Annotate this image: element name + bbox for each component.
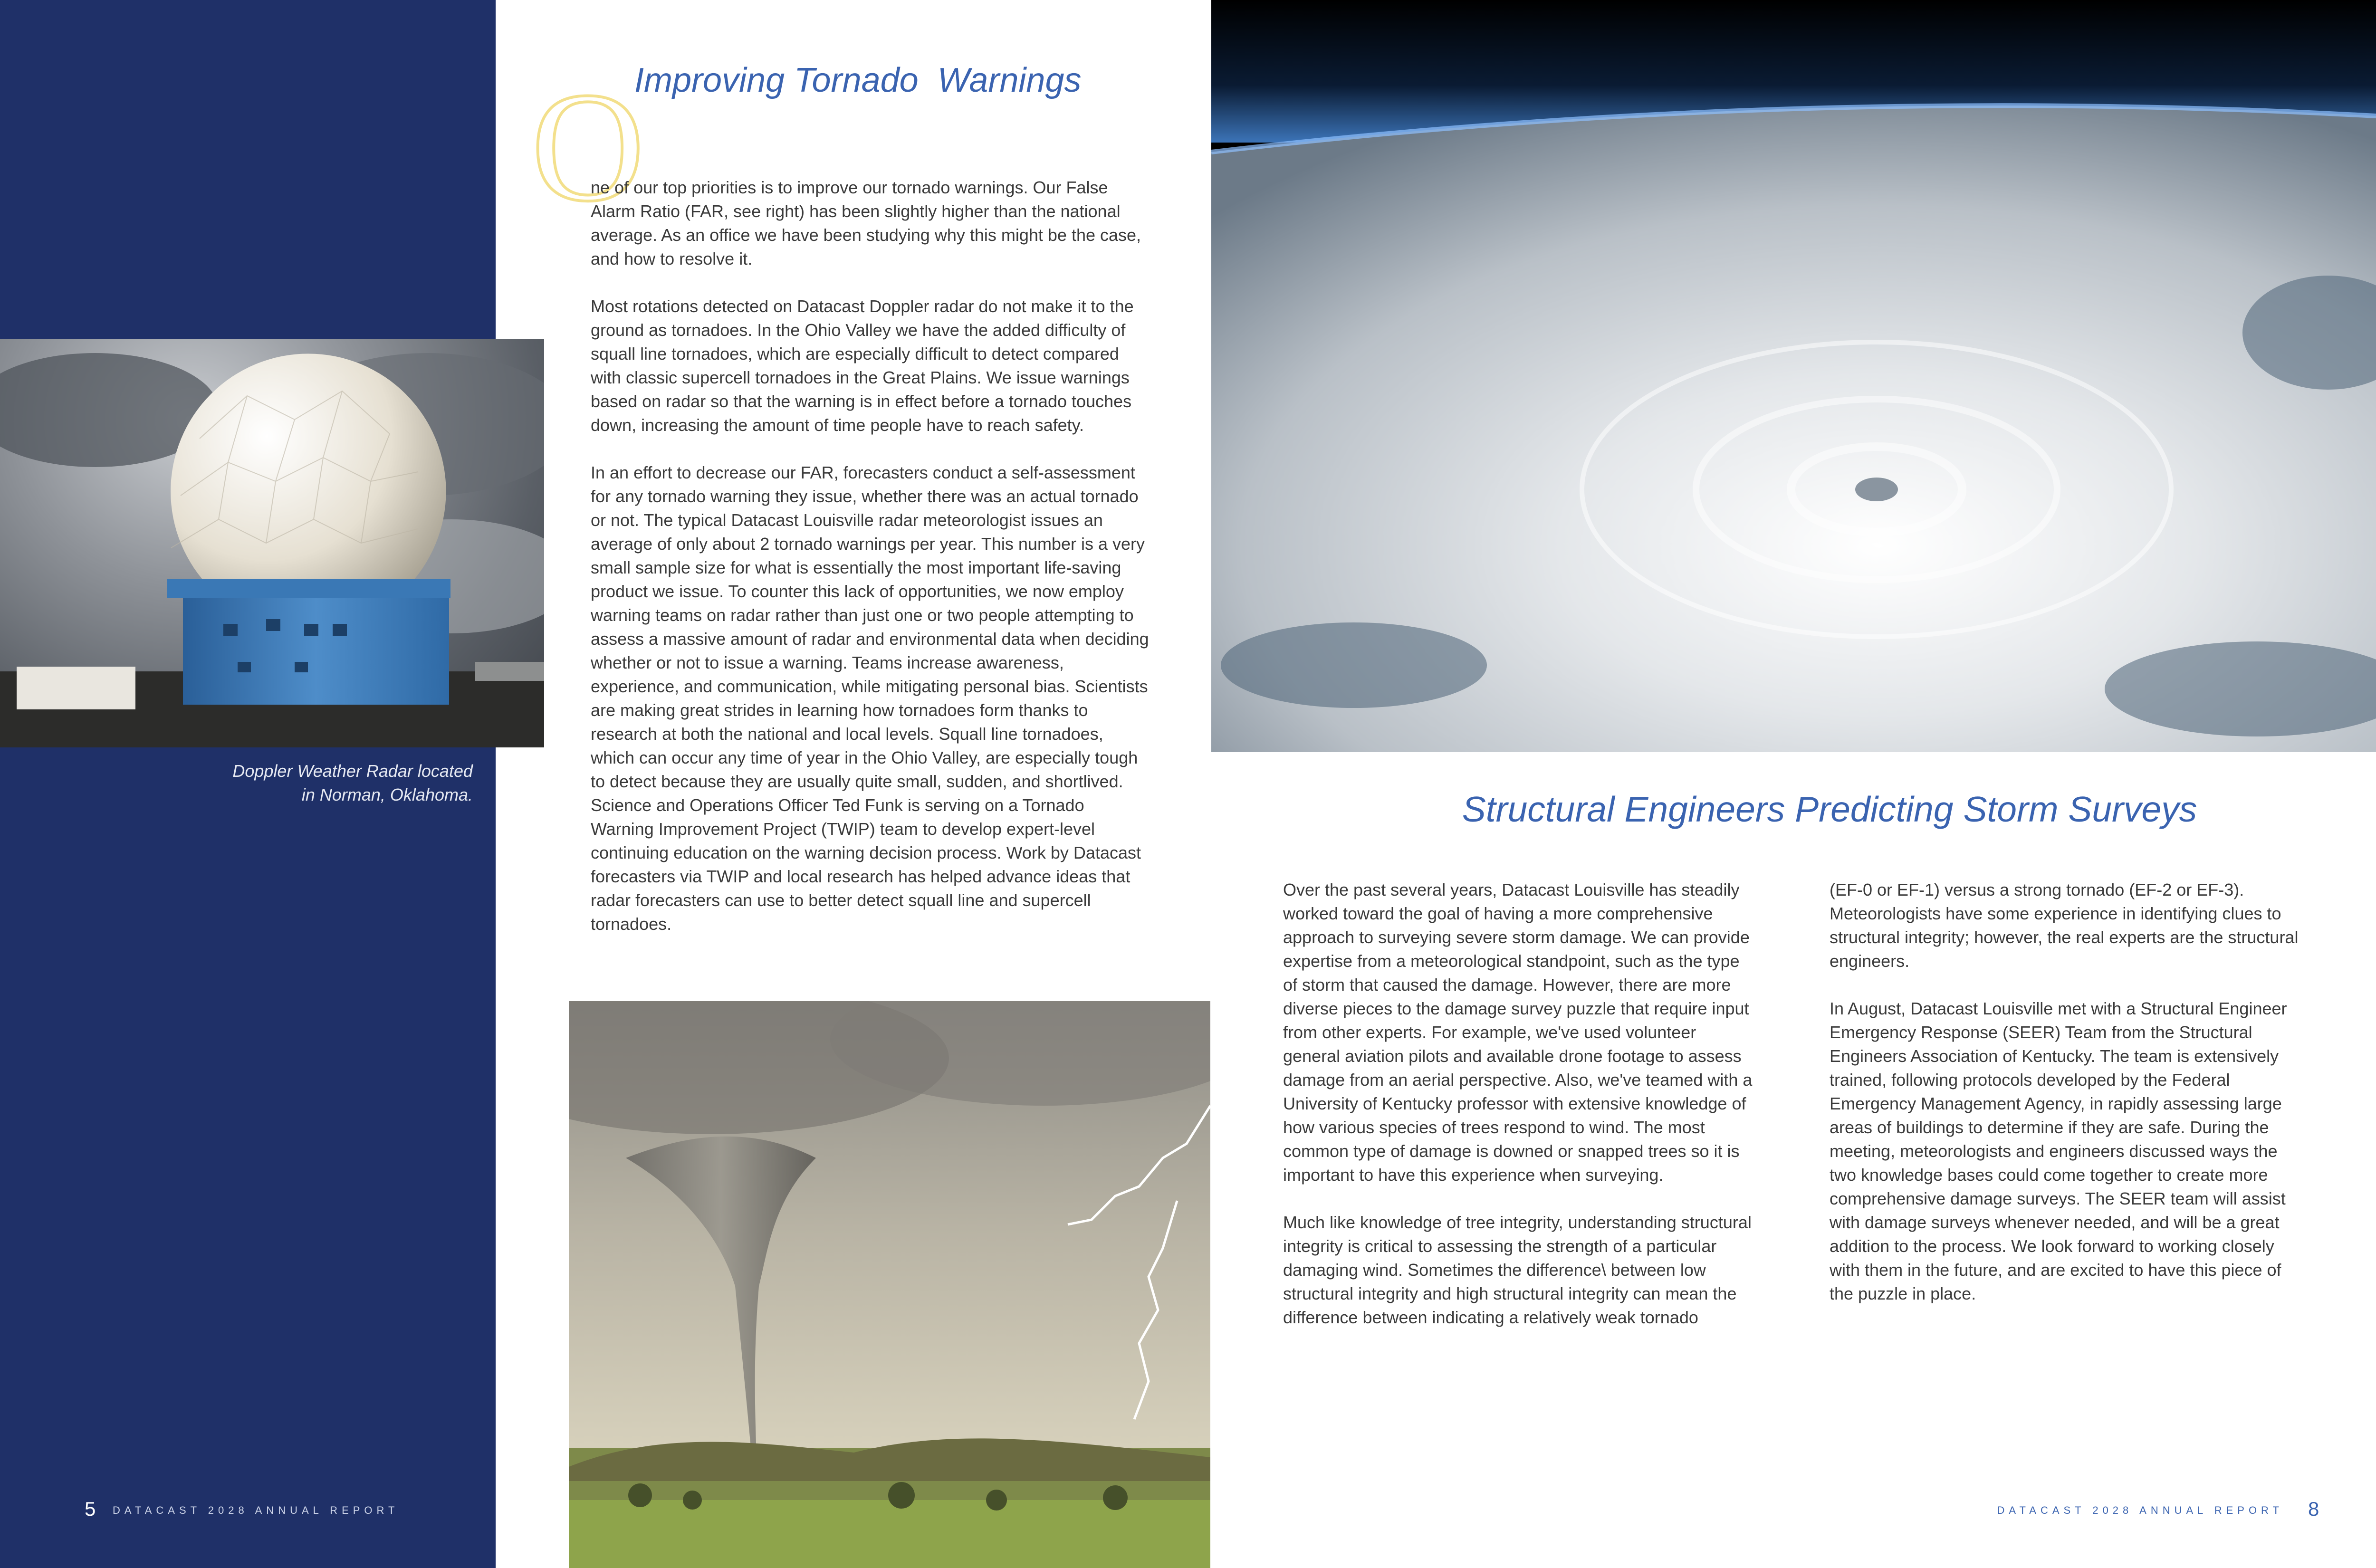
article-column-2: [1830, 878, 2300, 1329]
article-paragraph: (EF-0 or EF-1) versus a strong tornado (EF-2 or EF-3). Meteorologists have some experience in identifying clues to structural integrity; however, the real experts are the structural engineers.: [1830, 880, 2299, 971]
article-paragraph: ne of our top priorities is to improve our tornado warnings. Our False Alarm Ratio (FAR, see right) has been slightly higher than the national average. As an office we have been studying why this might be the case, and how to resolve it.: [591, 178, 1141, 268]
page-number-right: 8: [2308, 1498, 2319, 1520]
article-paragraph: Over the past several years, Datacast Louisville has steadily worked toward the goal of having a more comprehensive approach to surveying severe storm damage. We can provide expertise from a meteorological standpoint, such as the type of storm that caused the damage. However, there are more diverse pieces to the damage survey puzzle that require input from other experts. For example, we've used volunteer general aviation pilots and available drone footage to assess damage from an aerial perspective. Also, we've teamed with a University of Kentucky professor with extensive knowledge of how various species of trees respond to wind. The most common type of damage is downed or snapped trees so it is important to have this experience when surveying.: [1283, 880, 1753, 1185]
article-body-tornado-warnings: [591, 176, 1149, 960]
drop-cap-letter: O: [531, 60, 645, 234]
doppler-radar-photo: [0, 339, 544, 747]
article-title-structural-engineers: Structural Engineers Predicting Storm Surveys: [1462, 789, 2197, 829]
radar-caption-line-1: Doppler Weather Radar located: [232, 761, 473, 781]
hurricane-from-space-photo: [1211, 0, 2376, 752]
article-column-1: [1283, 878, 1753, 1353]
article-paragraph: Much like knowledge of tree integrity, understanding structural integrity is critical to assessing the strength of a particular damaging wind. Sometimes the difference\ between low structural integrity and high structural integrity can mean the difference between indicating a relatively weak tornado: [1283, 1213, 1752, 1327]
page-number-left: 5: [85, 1498, 96, 1520]
article-paragraph: In August, Datacast Louisville met with a Structural Engineer Emergency Response (SEER) Team from the Structural Engineers Association of Kentucky. The team is extensively trained, following protocols developed by the Federal Emergency Management Agency, in rapidly assessing large areas of buildings to determine if they are safe. During the meeting, meteorologists and engineers discussed ways the two knowledge bases could come together to create more comprehensive damage surveys. The SEER team will assist with damage surveys whenever needed, and will be a great addition to the process. We look forward to working closely with them in the future, and are excited to have this piece of the puzzle in place.: [1830, 999, 2287, 1303]
article-paragraph: Most rotations detected on Datacast Doppler radar do not make it to the ground as tornadoes. In the Ohio Valley we have the added difficulty of squall line tornadoes, which are especially difficult to detect compared with classic supercell tornadoes in the Great Plains. We issue warnings based on radar so that the warning is in effect before a tornado touches down, increasing the amount of time people have to reach safety.: [591, 296, 1134, 435]
footer-report-title-right: DATACAST 2028 ANNUAL REPORT: [1997, 1504, 2283, 1516]
article-title-tornado-warnings: Improving Tornado Warnings: [634, 61, 1082, 99]
tornado-lightning-photo: [569, 1001, 1210, 1568]
article-paragraph: In an effort to decrease our FAR, forecasters conduct a self-assessment for any tornado warning they issue, whether there was an actual tornado or not. The typical Datacast Louisville radar meteorologist issues an average of only about 2 tornado warnings per year. This number is a very small sample size for what is essentially the most important life-saving product we issue. To counter this lack of opportunities, we now employ warning teams on radar rather than just one or two people attempting to assess a massive amount of radar and environmental data when deciding whether or not to issue a warning. Teams increase awareness, experience, and communication, while mitigating personal bias. Scientists are making great strides in learning how tornadoes form thanks to research at both the national and local levels. Squall line tornadoes, which can occur any time of year in the Ohio Valley, are especially tough to detect because they are usually quite small, sudden, and shortlived. Science and Operations Officer Ted Funk is serving on a Tornado Warning Improvement Project (TWIP) team to develop expert-level continuing education on the warning decision process. Work by Datacast forecasters via TWIP and local research has helped advance ideas that radar forecasters can use to better detect squall line and supercell tornadoes.: [591, 463, 1149, 934]
radar-caption-line-2: in Norman, Oklahoma.: [301, 785, 473, 804]
footer-report-title-left: DATACAST 2028 ANNUAL REPORT: [113, 1504, 399, 1516]
radar-photo-caption: [143, 759, 473, 807]
